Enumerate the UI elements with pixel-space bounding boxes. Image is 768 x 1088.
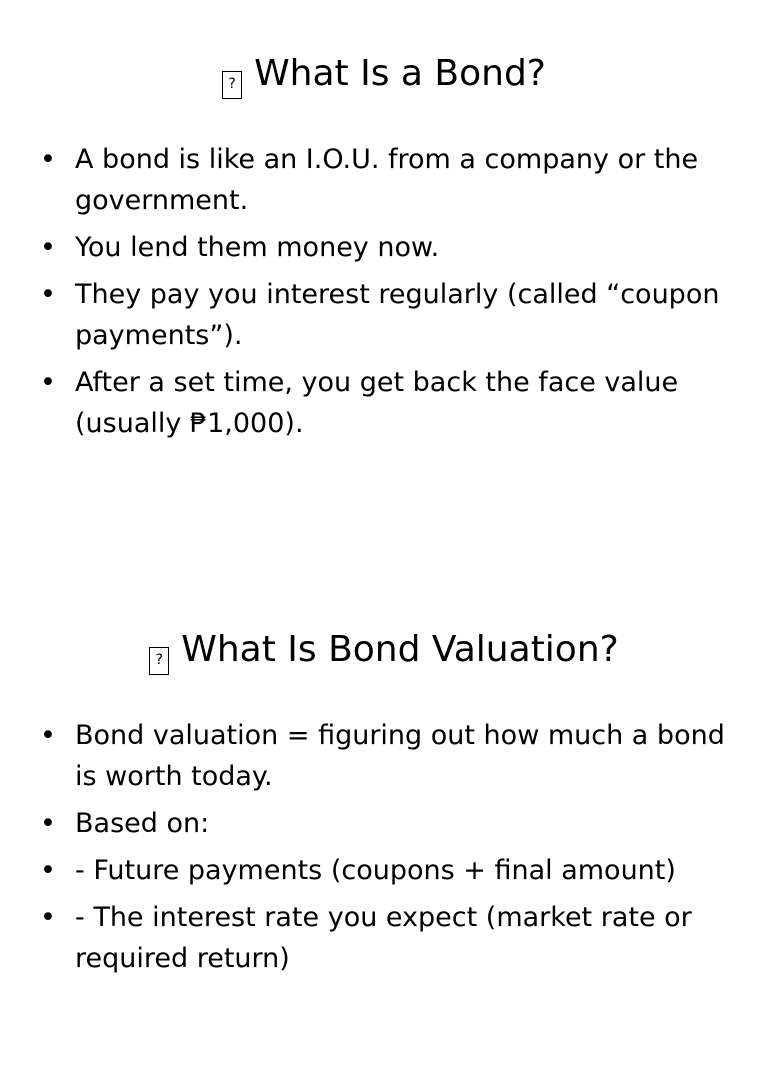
slide-what-is-bond-valuation [0, 576, 768, 1088]
bullet-icon: • [40, 855, 56, 886]
bullet-text: - The interest rate you expect (market rate or required return) [75, 902, 692, 974]
bullet-item [40, 803, 730, 844]
bullet-icon: • [40, 367, 56, 398]
bullet-icon: • [40, 279, 56, 310]
slide-title-text: What Is Bond Valuation? [181, 629, 619, 670]
bullet-item [40, 139, 730, 221]
bullet-item [40, 227, 730, 268]
slide-title [0, 628, 768, 675]
bullet-text: After a set time, you get back the face value (usually ₱1,000). [75, 367, 679, 439]
bullet-item [40, 897, 730, 979]
missing-glyph-icon: ? [149, 647, 169, 675]
bullet-list [40, 139, 730, 450]
bullet-text: Bond valuation = figuring out how much a bond is worth today. [75, 720, 725, 792]
bullet-icon: • [40, 720, 56, 751]
bullet-item [40, 274, 730, 356]
bullet-icon: • [40, 808, 56, 839]
slide-what-is-a-bond [0, 0, 768, 512]
bullet-list [40, 715, 730, 985]
bullet-icon: • [40, 902, 56, 933]
bullet-icon: • [40, 232, 56, 263]
bullet-item [40, 362, 730, 444]
slide-title [0, 52, 768, 99]
slide-title-text: What Is a Bond? [254, 53, 546, 94]
bullet-item [40, 715, 730, 797]
missing-glyph-icon: ? [222, 71, 242, 99]
bullet-icon: • [40, 144, 56, 175]
bullet-text: You lend them money now. [75, 232, 440, 263]
bullet-text: They pay you interest regularly (called “coupon payments”). [75, 279, 720, 351]
bullet-text: A bond is like an I.O.U. from a company or the government. [75, 144, 699, 216]
bullet-item [40, 850, 730, 891]
bullet-text: Based on: [75, 808, 210, 839]
bullet-text: - Future payments (coupons + final amount) [75, 855, 676, 886]
